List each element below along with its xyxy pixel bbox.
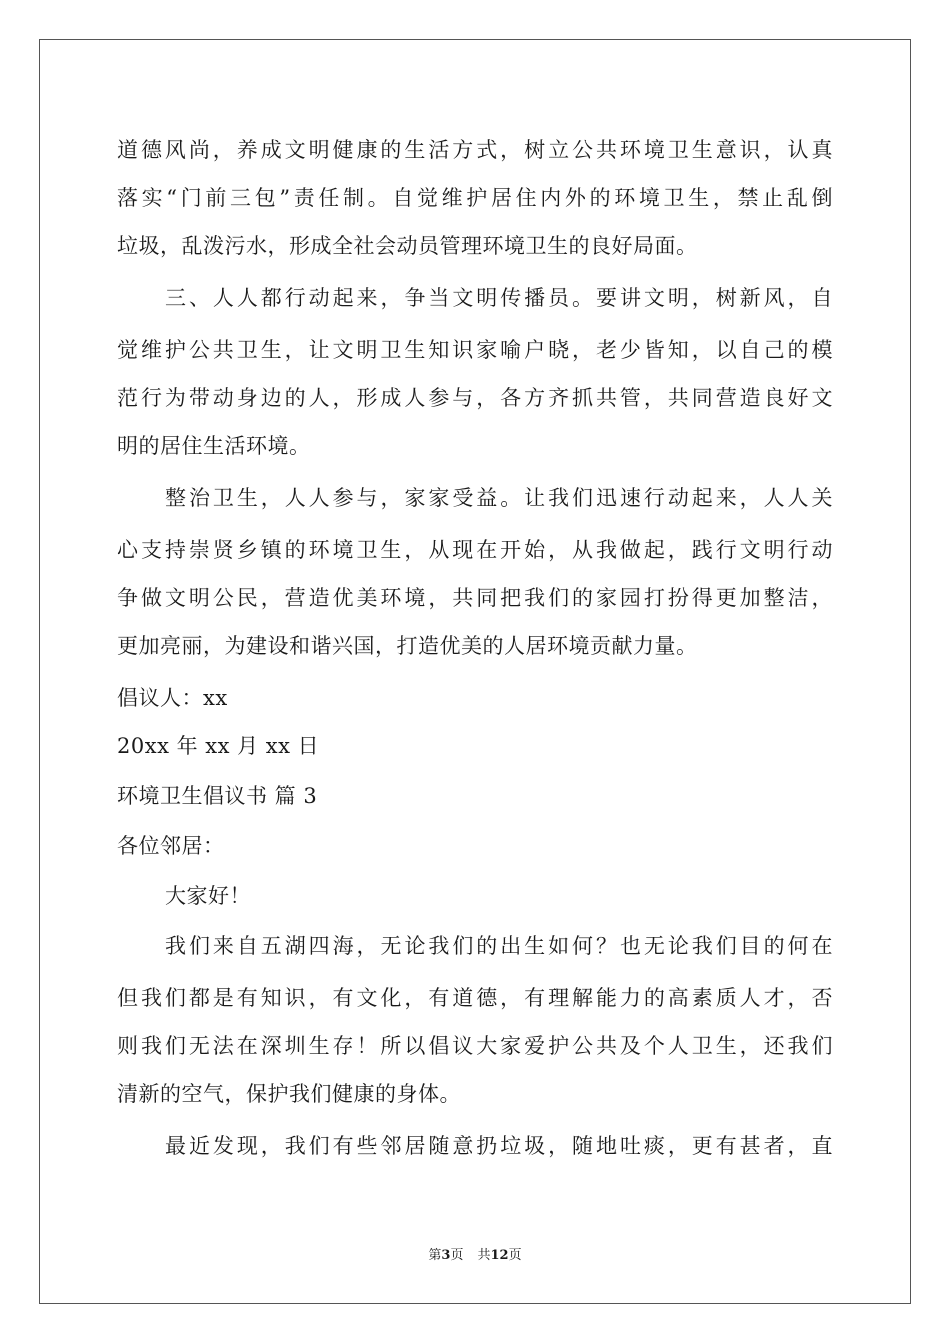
paragraph-line: 最近发现，我们有些邻居随意扔垃圾，随地吐痰，更有甚者，直 xyxy=(165,1134,833,1158)
paragraph-line: 则我们无法在深圳生存！所以倡议大家爱护公共及个人卫生，还我们 xyxy=(117,1034,833,1058)
page-footer xyxy=(0,1247,950,1265)
salutation: 各位邻居： xyxy=(117,834,225,858)
page-border xyxy=(39,39,911,1304)
date-line: 20xx 年 xx 月 xx 日 xyxy=(117,734,320,758)
paragraph-line: 觉维护公共卫生，让文明卫生知识家喻户晓，老少皆知，以自己的模 xyxy=(117,338,833,362)
page-number: 3 xyxy=(441,1248,451,1263)
signer-line: 倡议人：xx xyxy=(117,686,228,710)
paragraph-line: 落实“门前三包”责任制。自觉维护居住内外的环境卫生，禁止乱倒 xyxy=(117,186,833,210)
paragraph-line: 但我们都是有知识，有文化，有道德，有理解能力的高素质人才，否 xyxy=(117,986,833,1010)
paragraph-line: 心支持崇贤乡镇的环境卫生，从现在开始，从我做起，践行文明行动 xyxy=(117,538,833,562)
total-prefix: 共 xyxy=(477,1248,491,1263)
paragraph-line: 垃圾，乱泼污水，形成全社会动员管理环境卫生的良好局面。 xyxy=(117,234,698,258)
paragraph-line: 范行为带动身边的人，形成人参与，各方齐抓共管，共同营造良好文 xyxy=(117,386,833,410)
paragraph-line: 道德风尚，养成文明健康的生活方式，树立公共环境卫生意识，认真 xyxy=(117,138,833,162)
paragraph-line: 明的居住生活环境。 xyxy=(117,434,311,458)
page-suffix: 页 xyxy=(450,1248,464,1263)
paragraph-line: 三、人人都行动起来，争当文明传播员。要讲文明，树新风，自 xyxy=(165,286,833,310)
total-pages: 12 xyxy=(490,1248,509,1263)
paragraph-line: 更加亮丽，为建设和谐兴国，打造优美的人居环境贡献力量。 xyxy=(117,634,698,658)
paragraph-line: 我们来自五湖四海，无论我们的出生如何？也无论我们目的何在 xyxy=(165,934,833,958)
page-prefix: 第 xyxy=(428,1248,442,1263)
paragraph-line: 争做文明公民，营造优美环境，共同把我们的家园打扮得更加整洁， xyxy=(117,586,833,610)
greeting: 大家好！ xyxy=(165,884,251,908)
paragraph-line: 整治卫生，人人参与，家家受益。让我们迅速行动起来，人人关 xyxy=(165,486,833,510)
paragraph-line: 清新的空气，保护我们健康的身体。 xyxy=(117,1082,461,1106)
total-suffix: 页 xyxy=(508,1248,522,1263)
section-title: 环境卫生倡议书 篇 3 xyxy=(117,784,318,808)
